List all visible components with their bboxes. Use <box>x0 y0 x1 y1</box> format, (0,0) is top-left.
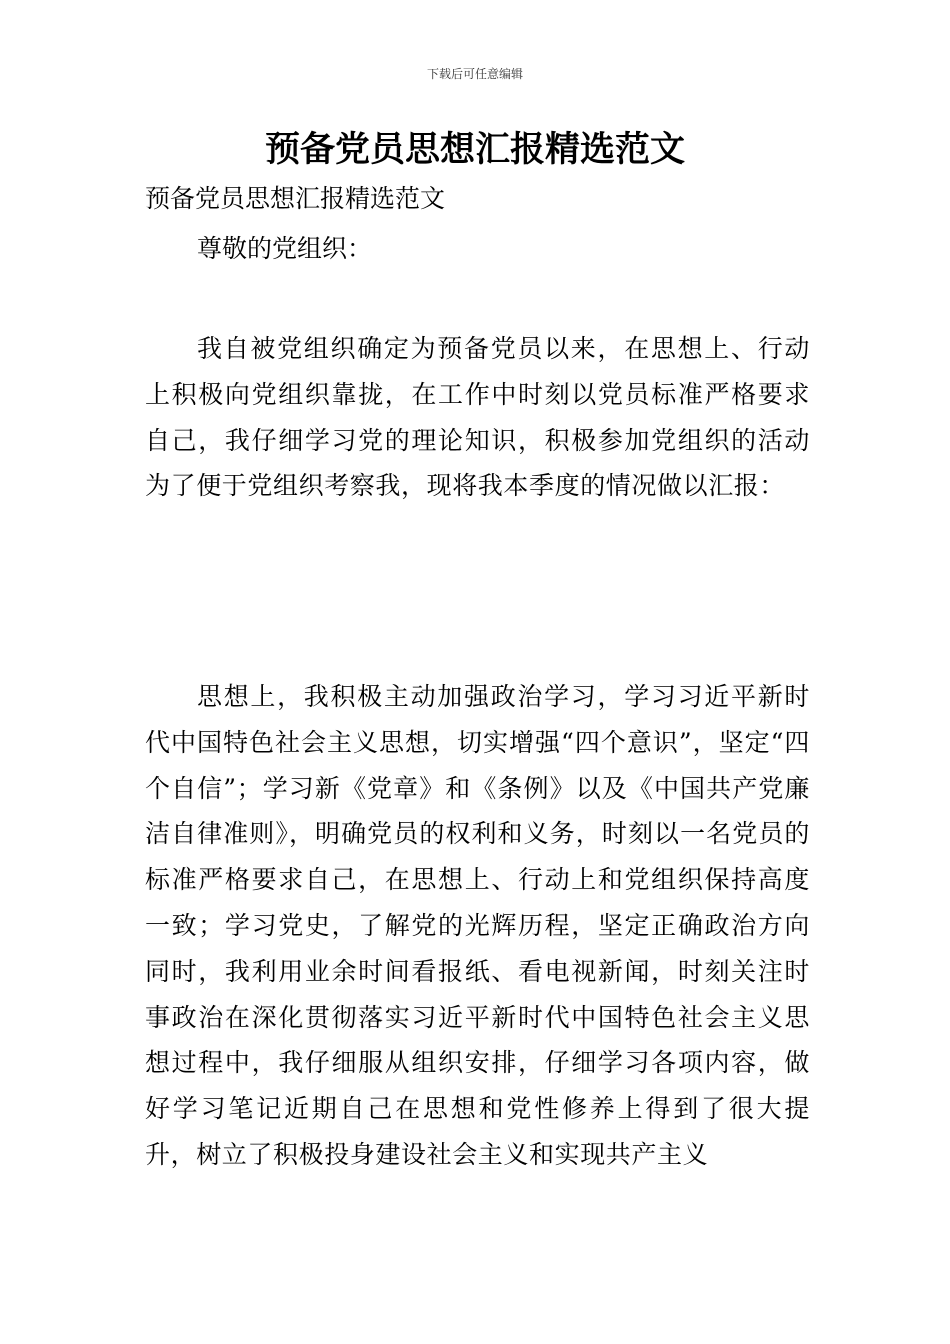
body-paragraph-2: 思想上，我积极主动加强政治学习，学习习近平新时代中国特色社会主义思想，切实增强“四个意识”，坚定“四个自信”；学习新《党章》和《条例》以及《中国共产党廉洁自律准则》，明确党员的权利和义务，时刻以一名党员的标准严格要求自己，在思想上、行动上和党组织保持高度一致；学习党史，了解党的光辉历程，坚定正确政治方向同时，我利用业余时间看报纸、看电视新闻，时刻关注时事政治在深化贯彻落实习近平新时代中国特色社会主义思想过程中，我仔细服从组织安排，仔细学习各项内容，做好学习笔记近期自己在思想和党性修养上得到了很大提升，树立了积极投身建设社会主义和实现共产主义 <box>145 682 810 1169</box>
salutation: 尊敬的党组织： <box>197 234 373 263</box>
document-subtitle: 预备党员思想汇报精选范文 <box>145 184 446 213</box>
document-title: 预备党员思想汇报精选范文 <box>264 130 685 170</box>
body-paragraph-1: 我自被党组织确定为预备党员以来，在思想上、行动上积极向党组织靠拢，在工作中时刻以党员标准严格要求自己，我仔细学习党的理论知识，积极参加党组织的活动为了便于党组织考察我，现将我本季度的情况做以汇报： <box>145 334 810 501</box>
header-note: 下载后可任意编辑 <box>426 67 523 81</box>
